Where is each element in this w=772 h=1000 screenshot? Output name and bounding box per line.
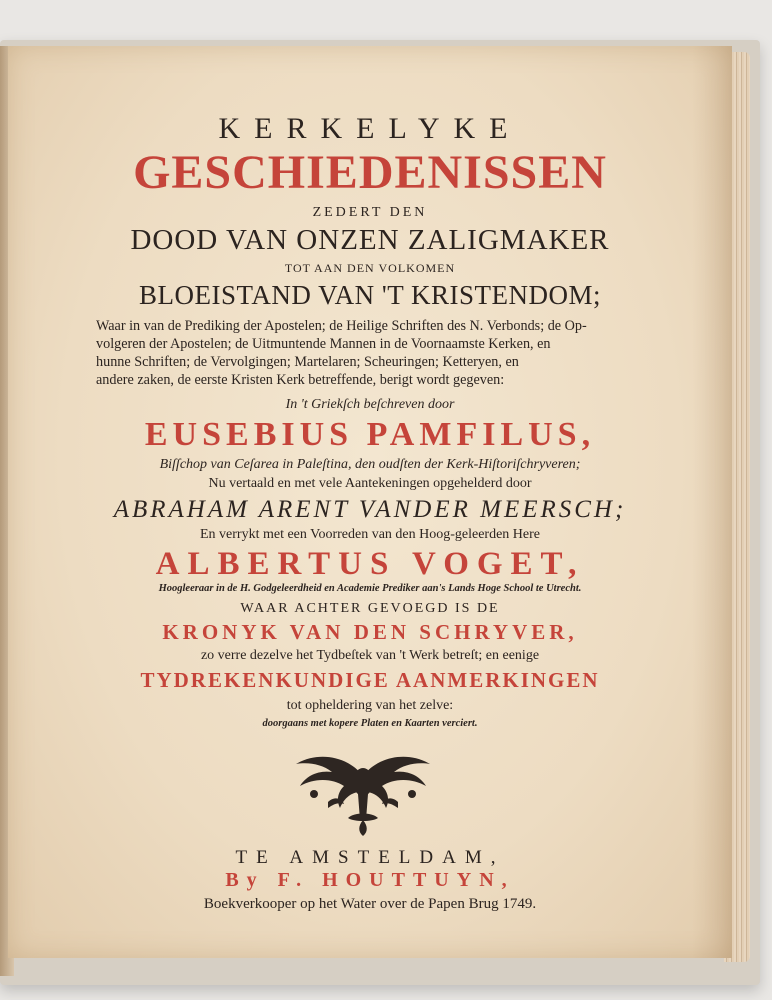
title-line-dood: DOOD VAN ONZEN ZALIGMAKER: [130, 224, 610, 256]
floral-ornament-icon: [288, 746, 438, 836]
plates-line: doorgaans met kopere Platen en Kaarten verciert.: [262, 718, 478, 729]
notes-title: TYDREKENKUNDIGE AANMERKINGEN: [140, 668, 600, 692]
translated-line: Nu vertaald en met vele Aantekeningen opgehelderd door: [208, 476, 532, 491]
preface-author-name: ALBERTUS VOGET,: [155, 546, 585, 582]
title-line-geschiedenissen: GESCHIEDENISSEN: [133, 146, 607, 199]
notes-line: tot opheldering van het zelve:: [286, 698, 454, 713]
chronicle-title: KRONYK VAN DEN SCHRYVER,: [162, 620, 578, 644]
title-line-kerkelyke: KERKELYKE: [218, 112, 522, 145]
paragraph-line: volgeren der Apostelen; de Uitmuntende Mannen in de Voornaamste Kerken, en: [96, 336, 551, 352]
title-page: [8, 46, 732, 958]
preface-line: En verrykt met een Voorreden van den Hoog-geleerden Here: [199, 527, 540, 542]
author-title: Biſſchop van Ceſarea in Paleſtina, den oudſten der Kerk-Hiſtoriſchryveren;: [159, 457, 581, 472]
description-paragraph: [96, 317, 656, 389]
translator-name: ABRAHAM ARENT VANDER MEERSCH;: [113, 496, 627, 523]
author-name: EUSEBIUS PAMFILUS,: [144, 416, 596, 453]
chronicle-line: zo verre dezelve het Tydbeſtek van 't Werk betreſt; en eenige: [200, 648, 540, 663]
title-line-tot-aan: TOT AAN DEN VOLKOMEN: [284, 261, 456, 275]
imprint-publisher: By F. HOUTTUYN,: [225, 869, 515, 891]
imprint-place: TE AMSTELDAM,: [235, 847, 505, 868]
preface-author-title: Hoogleeraar in de H. Godgeleerdheid en Academie Prediker aan's Lands Hoge School te Utrecht.: [158, 583, 582, 594]
imprint-address: Boekverkooper op het Water over de Papen Brug 1749.: [203, 896, 537, 912]
title-line-zedert-den: ZEDERT DEN: [312, 205, 428, 220]
title-line-bloeistand: BLOEISTAND VAN 'T KRISTENDOM;: [139, 280, 601, 310]
appendix-line: WAAR ACHTER GEVOEGD IS DE: [240, 601, 500, 616]
paragraph-line: hunne Schriften; de Vervolgingen; Martelaren; Scheuringen; Ketteryen, en: [96, 354, 519, 370]
paragraph-line: Waar in van de Prediking der Apostelen; de Heilige Schriften des N. Verbonds; de Op-: [96, 318, 587, 334]
paragraph-line: andere zaken, de eerste Kristen Kerk betreffende, berigt wordt gegeven:: [96, 372, 505, 388]
greek-line: In 't Griekſch beſchreven door: [285, 397, 455, 412]
